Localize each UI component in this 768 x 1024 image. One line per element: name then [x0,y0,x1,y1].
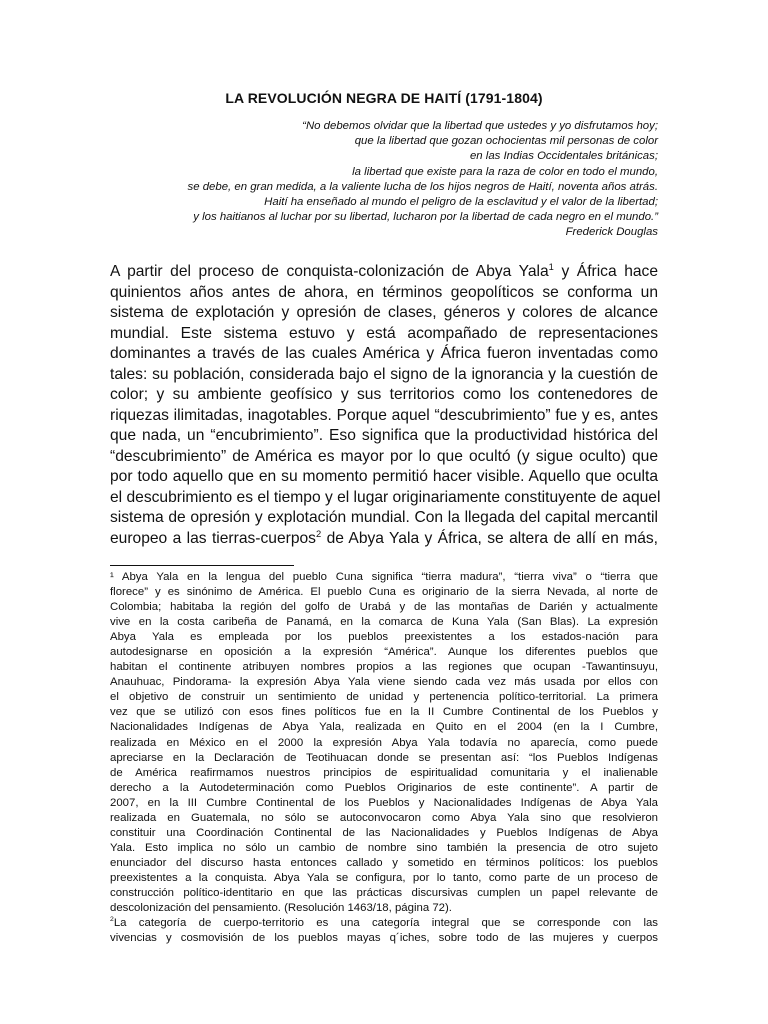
body-line: tales: su población, considerada bajo el signo de la ignorancia y la cuestión de [110,365,658,383]
epigraph-quote [98,119,658,241]
footnote-1-line: Abya Yala es empleada por los pueblos preexistentes a los estados-nación para [110,631,658,644]
epigraph-line: la libertad que existe para la raza de color en todo el mundo, [352,165,658,178]
body-paragraph [110,261,661,549]
epigraph-line: que la libertad que gozan ochocientas mil personas de color [354,135,658,148]
footnote-1-line: vez que se utilizó con esos fines políticos fue en la II Cumbre Continental de los Pueblos y [110,706,658,719]
footnote-1-line: Colombia; habitaba la región del golfo de Urabá y de las montañas de Darién y actualmente [110,601,658,614]
body-line: dominantes a través de las cuales América y África fueron inventadas como [110,345,658,362]
footnote-1-line: construcción político-identitario en que las prácticas discursivas cumplen un papel relevante de [110,886,658,899]
footnote-2-marker: 2 [110,916,114,924]
epigraph-line: en las Indias Occidentales británicas; [469,150,658,163]
epigraph-author: Frederick Douglas [565,226,658,239]
footnote-1-line: realizada en México en el 2000 la expresión Abya Yala todavía no aparecía, como puede [110,736,658,749]
body-text: y África hace [553,263,659,280]
body-line [110,529,658,550]
footnote-1-line: constituir una Coordinación Continental de las Nacionalidades y Pueblos Indígenas de Abya [110,826,658,839]
footnote-1-line: Yala. Esto implica no sólo un cambio de nombre sino también la presencia de otro sujeto [110,841,658,854]
page-title: LA REVOLUCIÓN NEGRA DE HAITÍ (1791-1804) [225,90,543,106]
footnote-1-line: descolonización del pensamiento. (Resolución 1463/18, página 72). [110,902,452,915]
body-line: color; y su ambiente geofísico y sus territorios como los contenedores de [110,386,658,403]
footnote-separator [110,565,294,566]
footnote-1-line: autodesignarse en oposición a la expresión “América”. Aunque los diferentes pueblos que [110,646,658,659]
epigraph-line: Haití ha enseñado al mundo el peligro de la esclavitud y el valor de la libertad; [264,196,658,209]
epigraph-line: “No debemos olvidar que la libertad que ustedes y yo disfrutamos hoy; [302,120,658,132]
footnote-1-line: enunciador del discurso hasta entonces callado y sometido en términos políticos: los pueblos [110,856,658,869]
body-line: sistema de opresión y explotación mundial. Con la llegada del capital mercantil [110,509,658,526]
footnote-1-line: Nacionalidades Indígenas de Abya Yala, realizada en Quito en el 2004 (en la I Cumbre, [110,721,658,734]
footnote-1-line: habitan el continente atribuyen nombres propios a las regiones que ocupan -Tawantinsuyu, [110,661,658,674]
body-line: quinientos años antes de ahora, en términos geopolíticos se conforma un [110,283,658,301]
body-text: de Abya Yala y África, se altera de allí en más, [321,529,659,547]
footnote-2-text: La categoría de cuerpo-territorio es una categoría integral que se corresponde con las [113,917,658,930]
body-line: riquezas ilimitadas, inagotables. Porque aquel “descubrimiento” fue y es, antes [110,406,658,424]
footnote-1-line: apreciarse en la Declaración de Teotihuacan donde se presentan así: “los Pueblos Indígenas [110,751,658,764]
body-line: que nada, un “encubrimiento”. Eso significa que la productividad histórica del [110,427,658,444]
epigraph-line: se debe, en gran medida, a la valiente lucha de los hijos negros de Haití, noventa años atrás. [187,180,658,193]
epigraph-line: y los haitianos al luchar por su libertad, lucharon por la libertad de cada negro en el mundo.” [193,211,658,224]
footnote-1-line: de América reafirmamos nuestros principios de espiritualidad comunitaria y el inalienable [110,766,658,779]
footnote-1-line: ¹ Abya Yala en la lengua del pueblo Cuna significa “tierra madura”, “tierra viva” o “tierra que [110,571,658,583]
footnote-1-line: el objetivo de construir un sentimiento de unidad y pertenencia político-territorial. La primera [110,691,658,704]
footnote-1-line: vive en la costa caribeña de Panamá, en la comarca de Kuna Yala (San Blas). La expresión [110,616,658,629]
body-text: europeo a las tierras-cuerpos [110,529,316,547]
footnote-1-line: Anauhuac, Pindorama- la expresión Abya Yala viene siendo cada vez más usada por ellos con [110,676,658,689]
footnote-1-line: florece” y es sinónimo de América. El pueblo Cuna es originario de la sierra Nevada, al norte de [110,586,658,599]
body-line: el descubrimiento es el tiempo y el lugar originariamente constituyente de aquel [110,488,661,506]
body-line: por todo aquello que en su momento permitió hacer visible. Aquello que oculta [110,468,658,485]
body-line: “descubrimiento” de América es mayor por lo que ocultó (y sigue oculto) que [110,447,658,465]
footnote-ref-2[interactable]: 2 [315,528,322,539]
body-line: sistema de explotación y opresión de clases, géneros y colores de alcance [110,304,658,321]
footnote-2-line [110,916,658,931]
footnotes [110,570,658,946]
footnote-1-line: derecho a la Autodeterminación como Pueblos Originarios de este continente”. A partir de [110,781,658,794]
footnote-2-line: vivencias y cosmovisión de los pueblos mayas q´iches, sobre todo de las mujeres y cuerpos [110,932,658,945]
footnote-1-line: realizada en Guatemala, no sólo se autoconvocaron como Abya Yala sino que resolvieron [110,811,658,824]
body-line: mundial. Este sistema estuvo y está acompañado de representaciones [110,324,658,342]
body-text: A partir del proceso de conquista-colonización de Abya Yala [110,263,549,280]
footnote-1-line: 2007, en la III Cumbre Continental de los Pueblos y Nacionalidades Indígenas de Abya Yala [110,796,658,809]
body-line [110,262,658,283]
footnote-1-line: preexistentes a la conquista. Abya Yala se configura, por lo tanto, como parte de un proceso de [110,871,658,884]
footnote-ref-1[interactable]: 1 [548,261,554,272]
